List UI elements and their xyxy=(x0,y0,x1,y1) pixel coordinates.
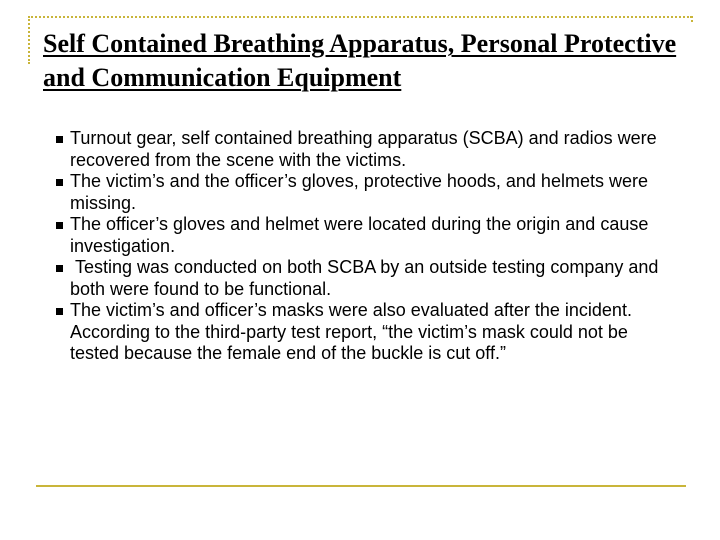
square-bullet-icon xyxy=(56,222,63,229)
bullet-item xyxy=(56,257,668,300)
square-bullet-icon xyxy=(56,179,63,186)
bullet-text: Testing was conducted on both SCBA by an outside testing company and both were found to be functional. xyxy=(70,257,664,299)
top-dotted-rule xyxy=(28,16,692,18)
bullet-item xyxy=(56,300,668,365)
square-bullet-icon xyxy=(56,308,63,315)
square-bullet-icon xyxy=(56,136,63,143)
bullet-text: The victim’s and officer’s masks were also evaluated after the incident. According to the third-party test report, “the victim’s mask could not be tested because the female end of the buckle is cut off.” xyxy=(70,300,632,363)
bullet-item xyxy=(56,214,668,257)
bullet-item xyxy=(56,171,668,214)
square-bullet-icon xyxy=(56,265,63,272)
bullet-text: The officer’s gloves and helmet were located during the origin and cause investigation. xyxy=(70,214,649,256)
bullet-item xyxy=(56,128,668,171)
bullet-text: The victim’s and the officer’s gloves, protective hoods, and helmets were missing. xyxy=(70,171,648,213)
right-dotted-rule xyxy=(691,16,693,22)
slide-title xyxy=(43,27,683,95)
left-dotted-rule xyxy=(28,16,30,64)
slide-title-text: Self Contained Breathing Apparatus, Personal Protective and Communication Equipment xyxy=(43,29,677,92)
bullet-list xyxy=(56,128,668,365)
bullet-text: Turnout gear, self contained breathing apparatus (SCBA) and radios were recovered from the scene with the victims. xyxy=(70,128,657,170)
bottom-rule xyxy=(36,485,686,487)
